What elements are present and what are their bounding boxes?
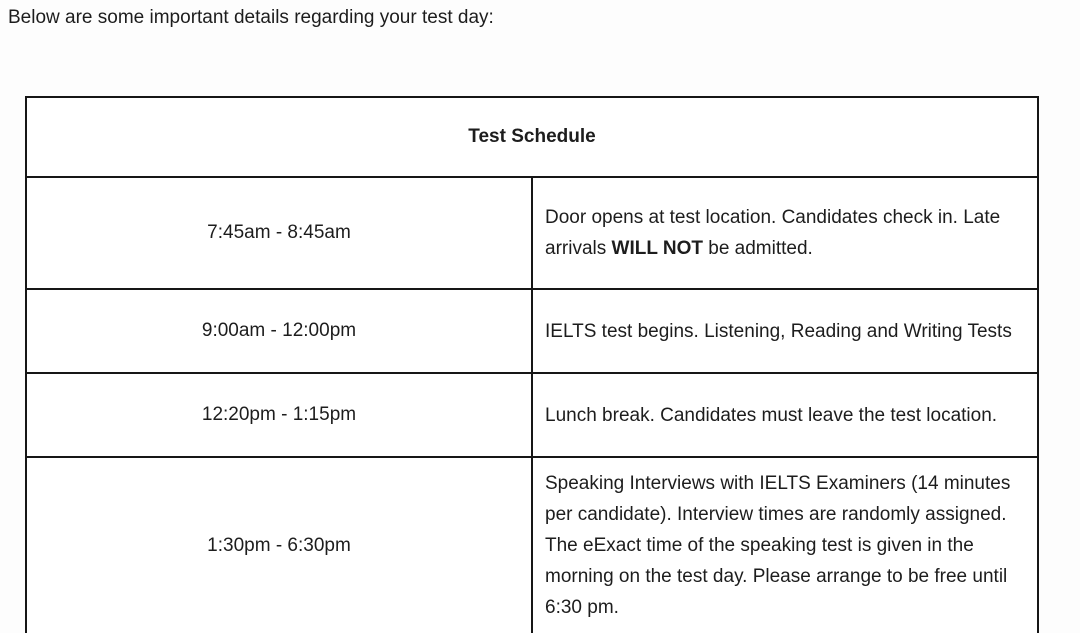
description-cell: IELTS test begins. Listening, Reading and Writing Tests (532, 289, 1038, 373)
table-title: Test Schedule (26, 97, 1038, 177)
description-cell: Lunch break. Candidates must leave the test location. (532, 373, 1038, 457)
time-cell: 1:30pm - 6:30pm (26, 457, 532, 633)
intro-text: Below are some important details regarding your test day: (8, 7, 494, 28)
description-text: be admitted. (702, 238, 813, 259)
table-title-row (26, 97, 1038, 177)
table-row (26, 177, 1038, 289)
table-row (26, 373, 1038, 457)
description-cell: Speaking Interviews with IELTS Examiners (14 minutes per candidate). Interview times are randomly assigned. The eExact time of the speaking test is given in the morning on the test day. Please arrange to be free until 6:30 pm. (532, 457, 1038, 633)
table-row (26, 289, 1038, 373)
description-cell (532, 177, 1038, 289)
table-row (26, 457, 1038, 633)
description-text: Door opens at test location. Candidates check in. Late arrivals (545, 207, 1001, 259)
test-schedule-table (25, 96, 1039, 633)
description-bold-text: WILL NOT (611, 238, 703, 259)
time-cell: 7:45am - 8:45am (26, 177, 532, 289)
time-cell: 12:20pm - 1:15pm (26, 373, 532, 457)
time-cell: 9:00am - 12:00pm (26, 289, 532, 373)
